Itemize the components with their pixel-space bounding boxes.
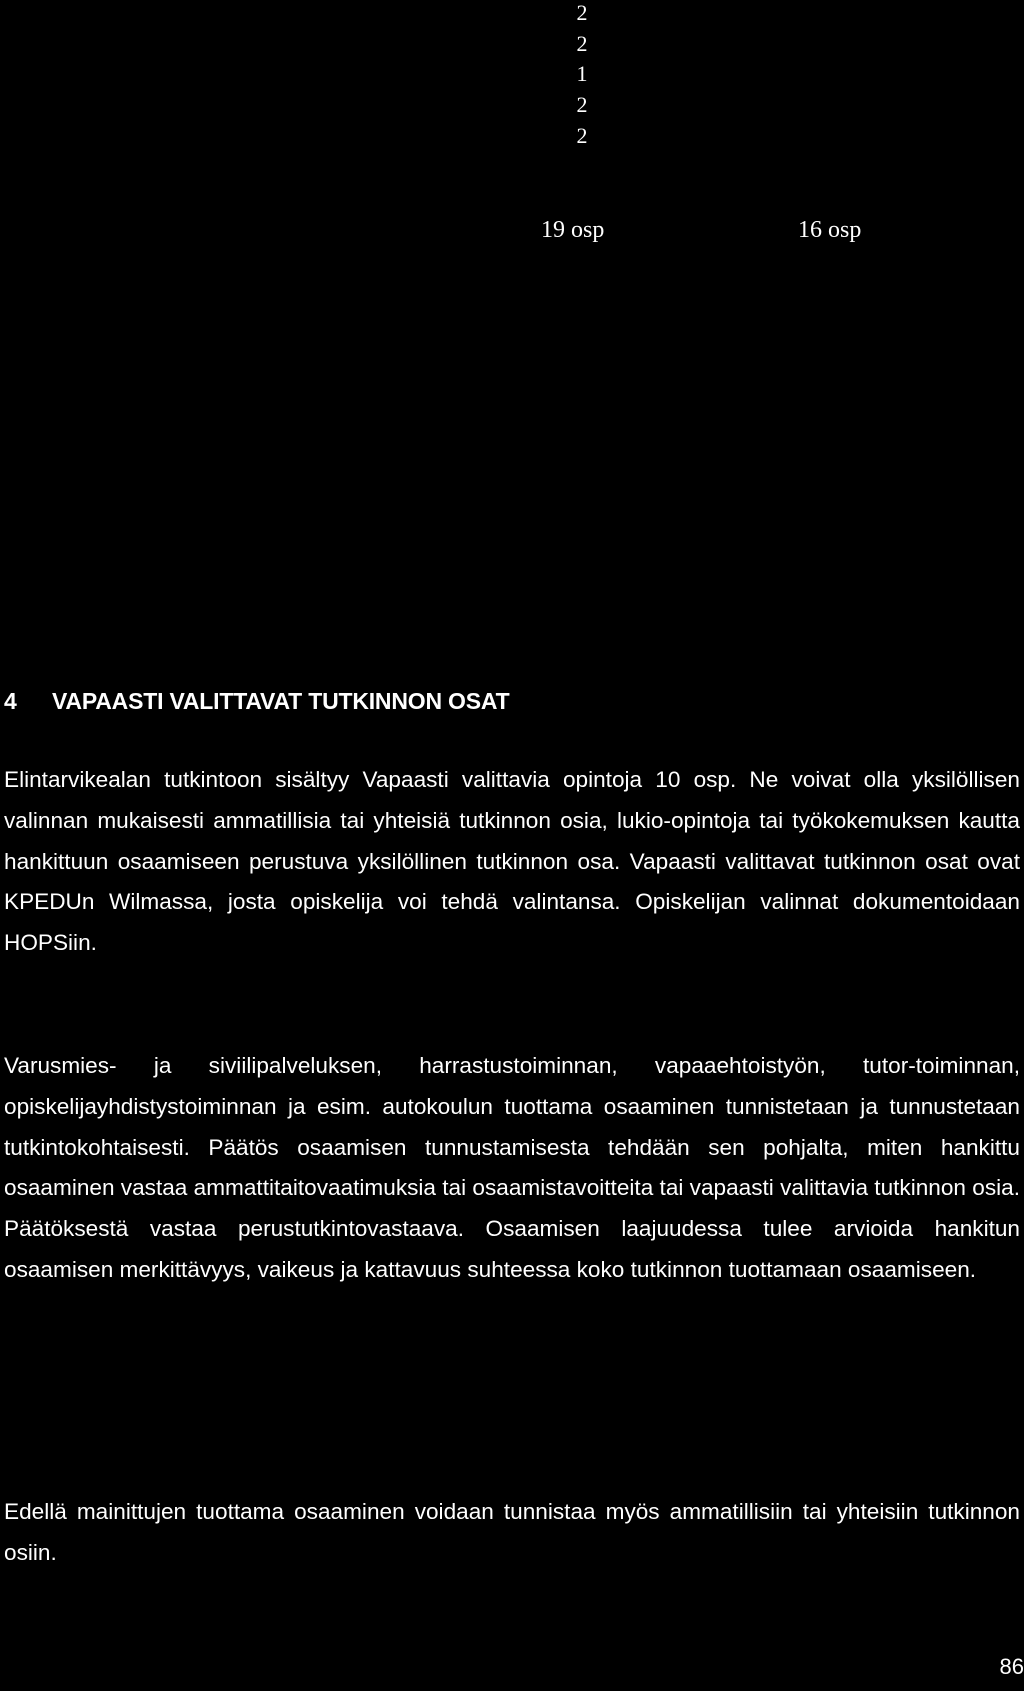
- column-number: 2: [576, 0, 588, 25]
- body-paragraph: Varusmies- ja siviilipalveluksen, harrastustoiminnan, vapaaehtoistyön, tutor-toiminnan, opiskelijayhdistystoiminnan ja esim. autokoulun tuottama osaaminen tunnistetaan ja tunnustetaan tutkintokohtaisesti. Päätös osaamisen tunnustamisesta tehdään sen pohjalta, miten hankittu osaaminen vastaa ammattitaitovaatimuksia tai osaamistavoitteita tai vapaasti valittavia tutkinnon osia. Päätöksestä vastaa perustutkintovastaava. Osaamisen laajuudessa tulee arvioida hankitun osaamisen merkittävyys, vaikeus ja kattavuus suhteessa koko tutkinnon tuottamaan osaamiseen.: [4, 1053, 1020, 1282]
- section-title: VAPAASTI VALITTAVAT TUTKINNON OSAT: [52, 688, 510, 714]
- body-paragraph: Edellä mainittujen tuottama osaaminen voidaan tunnistaa myös ammatillisiin tai yhteisiin tutkinnon osiin.: [4, 1499, 1020, 1565]
- section-heading: [4, 688, 509, 715]
- column-number: 2: [576, 123, 588, 148]
- section-number: 4: [4, 688, 17, 714]
- body-paragraph: Elintarvikealan tutkintoon sisältyy Vapaasti valittavia opintoja 10 osp. Ne voivat olla yksilöllisen valinnan mukaisesti ammatillisia tai yhteisiä tutkinnon osia, lukio-opintoja tai työkokemuksen kautta hankittuun osaamiseen perustuva yksilöllinen tutkinnon osa. Vapaasti valittavat tutkinnon osat ovat KPEDUn Wilmassa, josta opiskelija voi tehdä valintansa. Opiskelijan valinnat dokumentoidaan HOPSiin.: [4, 767, 1020, 956]
- column-number: 1: [576, 61, 588, 86]
- page-number: 86: [999, 1654, 1024, 1679]
- column-number: 2: [576, 92, 588, 117]
- column-number: 2: [576, 31, 588, 56]
- total-right: 16 osp: [798, 217, 862, 243]
- total-left: 19 osp: [541, 217, 605, 243]
